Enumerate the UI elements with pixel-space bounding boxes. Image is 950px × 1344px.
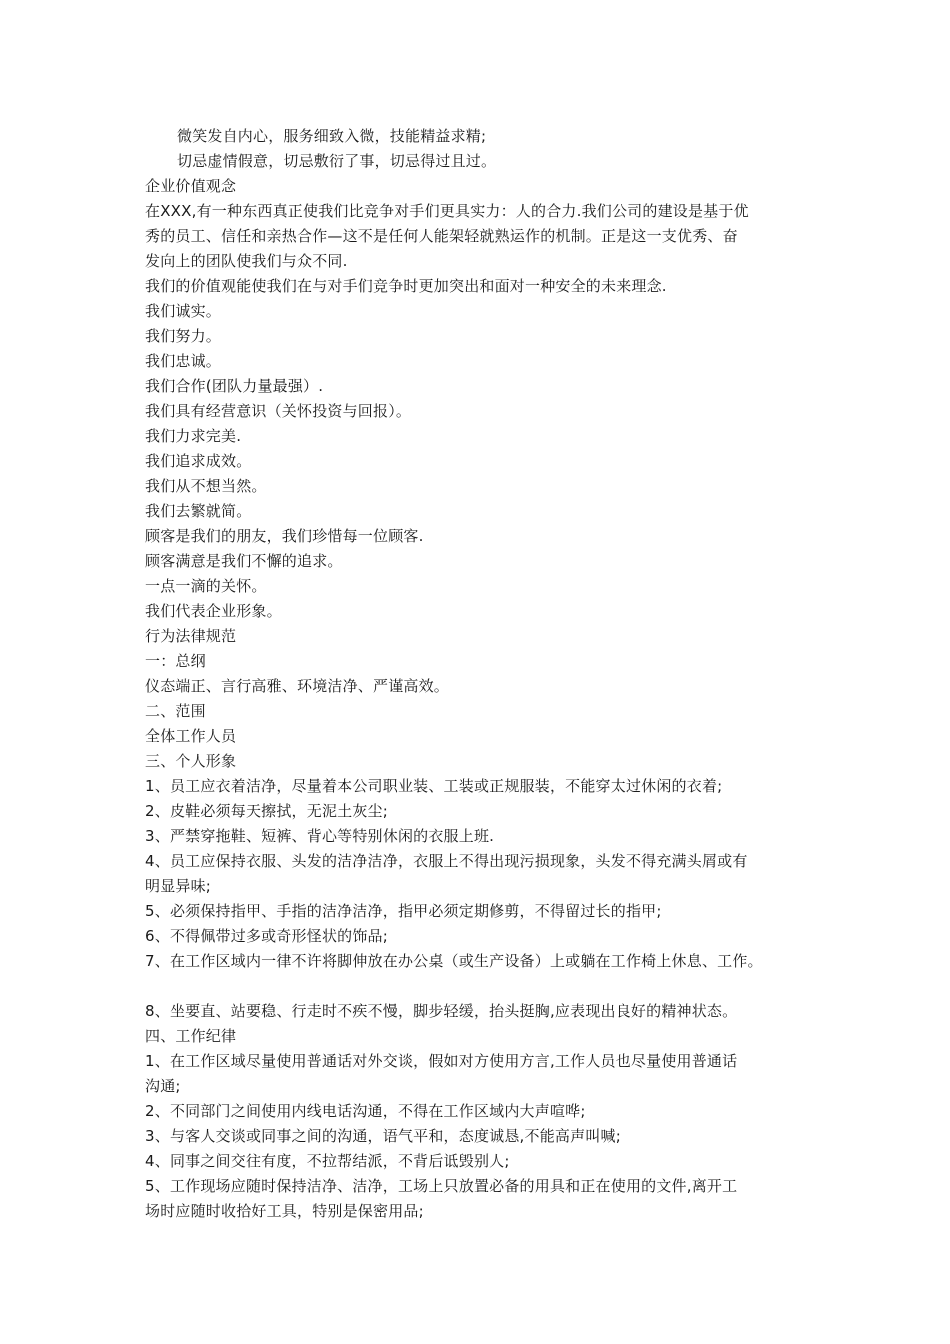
rule-item: 4、同事之间交往有度，不拉帮结派，不背后诋毁别人;	[145, 1152, 510, 1170]
rule-item: 8、坐要直、站要稳、行走时不疾不慢，脚步轻缓，抬头挺胸,应表现出良好的精神状态。	[145, 1002, 738, 1020]
text-line: 在XXX,有一种东西真正使我们比竞争对手们更具实力：人的合力.我们公司的建设是基于优	[145, 202, 749, 220]
rule-item: 2、不同部门之间使用内线电话沟通，不得在工作区域内大声喧哗;	[145, 1102, 586, 1120]
rule-item: 3、与客人交谈或同事之间的沟通，语气平和，态度诚恳,不能高声叫喊;	[145, 1127, 621, 1145]
rule-item-continuation: 明显异味;	[145, 877, 212, 895]
list-item: 我们努力。	[145, 327, 222, 345]
subsection-heading: 一：总纲	[145, 652, 206, 670]
list-item: 我们合作(团队力量最强）.	[145, 377, 324, 395]
rule-item: 7、在工作区域内一律不许将脚伸放在办公桌（或生产设备）上或躺在工作椅上休息、工作。	[145, 952, 763, 970]
list-item: 我们追求成效。	[145, 452, 252, 470]
rule-item: 6、不得佩带过多或奇形怪状的饰品;	[145, 927, 388, 945]
document-page	[145, 124, 825, 1224]
rule-item: 1、在工作区域尽量使用普通话对外交谈，假如对方使用方言,工作人员也尽量使用普通话	[145, 1052, 738, 1070]
text-line: 秀的员工、信任和亲热合作—这不是任何人能架轻就熟运作的机制。正是这一支优秀、奋	[145, 227, 738, 245]
list-item: 顾客满意是我们不懈的追求。	[145, 552, 343, 570]
rule-item: 5、必须保持指甲、手指的洁净洁净，指甲必须定期修剪，不得留过长的指甲;	[145, 902, 662, 920]
rule-item-continuation: 沟通;	[145, 1077, 181, 1095]
rule-item: 1、员工应衣着洁净，尽量着本公司职业装、工装或正规服装，不能穿太过休闲的衣着;	[145, 777, 723, 795]
rule-item: 5、工作现场应随时保持洁净、洁净，工场上只放置必备的用具和正在使用的文件,离开工	[145, 1177, 738, 1195]
list-item: 我们代表企业形象。	[145, 602, 282, 620]
subsection-heading: 三、个人形象	[145, 752, 237, 770]
rule-item-continuation: 场时应随时收拾好工具，特别是保密用品;	[145, 1202, 424, 1220]
list-item: 我们从不想当然。	[145, 477, 267, 495]
section-heading: 行为法律规范	[145, 627, 237, 645]
text-line: 全体工作人员	[145, 727, 237, 745]
rule-item: 3、严禁穿拖鞋、短裤、背心等特别休闲的衣服上班.	[145, 827, 495, 845]
subsection-heading: 二、范围	[145, 702, 206, 720]
rule-item: 4、员工应保持衣服、头发的洁净洁净，衣服上不得出现污损现象，头发不得充满头屑或有	[145, 852, 748, 870]
text-line: 发向上的团队使我们与众不同.	[145, 252, 348, 270]
list-item: 我们去繁就简。	[145, 502, 252, 520]
list-item: 我们诚实。	[145, 302, 222, 320]
list-item: 顾客是我们的朋友，我们珍惜每一位顾客.	[145, 527, 424, 545]
text-line: 微笑发自内心，服务细致入微，技能精益求精;	[177, 127, 487, 145]
blank-line	[145, 974, 825, 999]
subsection-heading: 四、工作纪律	[145, 1027, 237, 1045]
text-line: 仪态端正、言行高雅、环境洁净、严谨高效。	[145, 677, 450, 695]
list-item: 一点一滴的关怀。	[145, 577, 267, 595]
text-line: 切忌虚情假意，切忌敷衍了事，切忌得过且过。	[177, 152, 497, 170]
list-item: 我们忠诚。	[145, 352, 222, 370]
list-item: 我们力求完美.	[145, 427, 242, 445]
rule-item: 2、皮鞋必须每天擦拭，无泥土灰尘;	[145, 802, 388, 820]
section-heading: 企业价值观念	[145, 177, 237, 195]
text-line: 我们的价值观能使我们在与对手们竞争时更加突出和面对一种安全的未来理念.	[145, 277, 667, 295]
list-item: 我们具有经营意识（关怀投资与回报）。	[145, 402, 412, 420]
